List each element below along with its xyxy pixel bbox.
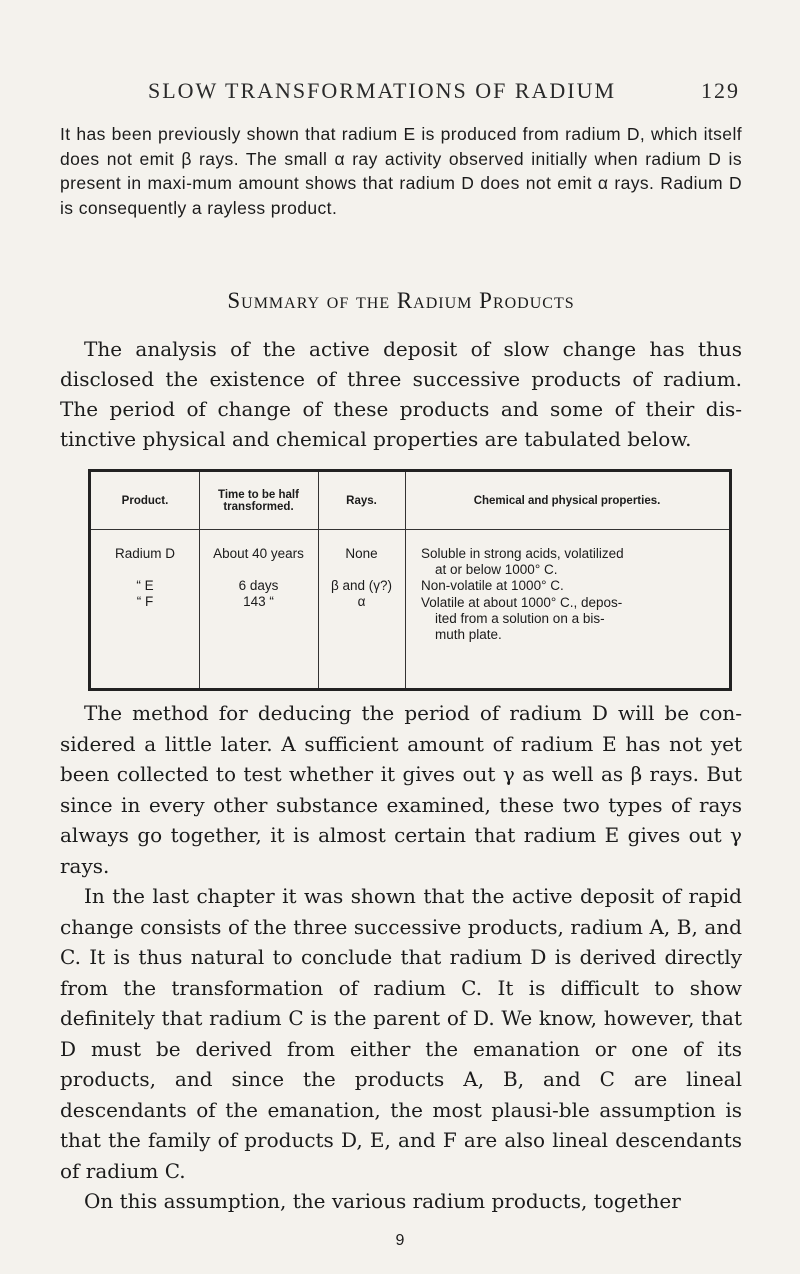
running-title: SLOW TRANSFORMATIONS OF RADIUM (148, 78, 617, 103)
properties-line-5: ited from a solution on a bis- (435, 610, 605, 626)
product-d: Radium D (114, 546, 176, 561)
time-f: 143 “ (243, 594, 274, 610)
time-column (199, 546, 318, 611)
running-header (60, 72, 740, 112)
properties-line-3: Non-volatile at 1000° C. (421, 578, 564, 594)
header-product: Product. (121, 494, 169, 507)
properties-line-1: Soluble in strong acids, volatilized (421, 546, 624, 561)
section-heading: Summary of the Radium Products (227, 288, 575, 313)
properties-line-6: muth plate. (435, 627, 502, 643)
paragraph-3a: The method for deducing the period of radium D will be con-sidered a little later. A sufficient amount of radium E has not yet been collected to test whether it gives out γ as well as β rays. But since in every other substance examined, these two types of rays always go together, it is almost certain that radium E gives out γ rays. (60, 701, 742, 878)
page-number: 129 (701, 78, 740, 103)
rays-d: None (345, 546, 378, 561)
paragraph-3c: On this assumption, the various radium products, together (84, 1189, 681, 1213)
signature-mark: 9 (395, 1232, 405, 1249)
properties-column (421, 546, 721, 643)
header-time: Time to be half transformed. (218, 488, 299, 513)
product-column (91, 546, 199, 611)
properties-line-2: at or below 1000° C. (435, 562, 558, 578)
properties-line-4: Volatile at about 1000° C., depos- (421, 594, 623, 610)
radium-products-table (88, 469, 732, 691)
header-rays: Rays. (346, 494, 377, 507)
paragraph-2: The analysis of the active deposit of slow change has thus disclosed the existence of three successive products of radium. The period of change of these products and some of their dis-tinctive physical and chemical properties are tabulated below. (60, 337, 742, 451)
rays-f: α (357, 594, 366, 610)
product-e: “ E (136, 578, 154, 594)
rays-column (318, 546, 405, 611)
paragraph-3 (60, 698, 742, 1217)
product-f: “ F (136, 594, 154, 610)
header-properties: Chemical and physical properties. (473, 494, 661, 507)
paragraph-3b: In the last chapter it was shown that the active deposit of rapid change consists of the three successive products, radium A, B, and C. It is thus natural to conclude that radium D is derived directly from the transformation of radium C. It is difficult to show definitely that radium C is the parent of D. We know, however, that D must be derived from either the emanation or one of its products, and since the products A, B, and C are lineal descendants of the emanation, the most plausi-ble assumption is that the family of products D, E, and F are also lineal descendants of radium C. (60, 884, 742, 1183)
time-e: 6 days (238, 578, 279, 594)
rays-e: β and (γ?) (330, 578, 393, 594)
paragraph-1: It has been previously shown that radium E is produced from radium D, which itself does not emit β rays. The small α ray activity observed initially when radium D is present in maxi-mum amount shows that radium D does not emit α rays. Radium D is consequently a rayless product. (60, 124, 742, 219)
time-d: About 40 years (213, 546, 304, 561)
